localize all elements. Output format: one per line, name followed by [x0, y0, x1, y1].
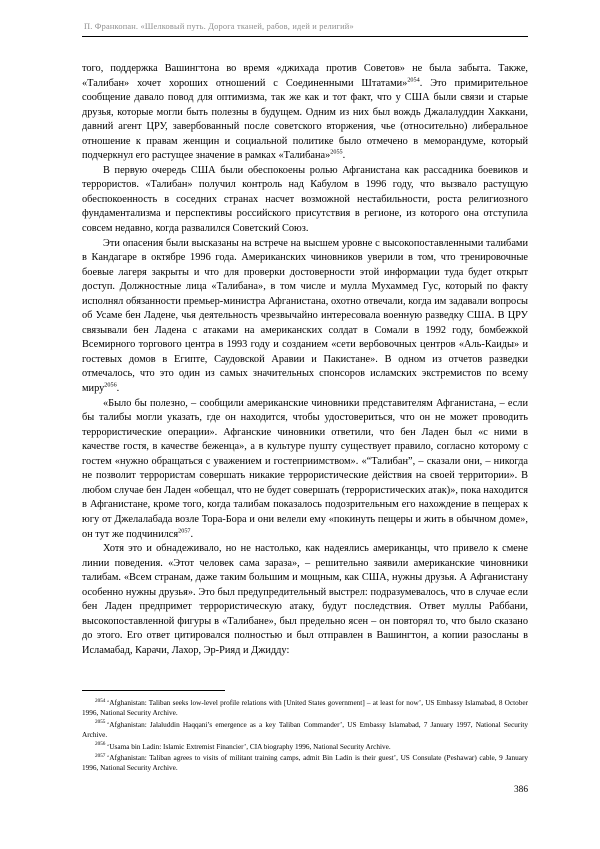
paragraph-1-text-a: того, поддержка Вашингтона во время «джихада против Советов» не была забыта. Также, «Талибан» хочет хороших отношений с Соединенными Штатами» — [82, 63, 528, 89]
paragraph-1-text-b: . Это примирительное сообщение давало повод для оптимизма, так же как и тот факт, что у США были связи и старые друзья, которые могли быть полезны в будущем. Одним из них был вождь Джалалуддин Хаккани, давний агент ЦРУ, завербованный после советского вторжения, чье (относительно) либеральное отношение к правам женщин и социальной политике было отмечено в меморандуме, который подчеркнул его растущее значение в рамках «Талибана» — [82, 77, 528, 162]
paragraph-4-text-a: «Было бы полезно, – сообщили американские чиновники представителям Афганистана, – если бы талибы могли указать, где он находится, чтобы удостовериться, что он не может проводить террористические операции». Афганские чиновники ответили, что бен Ладен был «с ними в качестве гостя, в качестве беженца», а в культуре пушту существует правило, согласно которому с гостем «нужно обращаться с уважением и гостеприимством». «“Талибан”, – сказали они, – никогда не позволит террористам совершать никакие террористические действия на своей территории». В любом случае бен Ладен «обещал, что не будет совершать (террористических атак)», пока находится в Афганистане, кроме того, когда талибам показалось подозрительным его нахождение в пещерах к югу от Джелалабада возле Тора-Бора и они велели ему «покинуть пещеры и жить в обычном доме», он тут же подчинился — [82, 397, 528, 540]
header-divider-rule — [82, 36, 528, 37]
footnote-text: ‘Afghanistan: Taliban seeks low-level profile relations with [United States government] – at least for now’, US Embassy Islamabad, 8 October 1996, National Security Archive. — [82, 699, 528, 718]
paragraph-1 — [82, 62, 528, 164]
footnote-item — [82, 742, 528, 752]
footnote-text: ‘Afghanistan: Jalaluddin Haqqani’s emergence as a key Taliban Commander’, US Embassy Islamabad, 7 January 1997, National Security Archive. — [82, 720, 528, 740]
paragraph-5-text: Хотя это и обнадеживало, но не настолько, как надеялись американцы, что привело к смене линии поведения. «Этот человек сама зараза», – решительно заявили американские чиновники талибам. «Всем странам, даже таким большим и мощным, как США, нужны друзья. А Афганистану особенно нужны друзья». Это был предупредительный выстрел: подразумевалось, что в случае если бен Ладен предпримет террористическую атаку, будут последствия. Ответ муллы Раббани, высокопоставленной фигуры в «Талибане», был предельно ясен – он повторял то, что было сказано до этого. Его ответ цитировался полностью и был отправлен в Вашингтон, а копии разосланы в Исламабад, Карачи, Лахор, Эр-Рияд и Джидду: — [82, 543, 528, 656]
footnote-number: 2056 — [95, 741, 106, 748]
footnote-text: ‘Usama bin Ladin: Islamic Extremist Financier’, CIA biography 1996, National Security Archive. — [106, 742, 391, 751]
footnote-ref-2055[interactable]: 2055 — [330, 148, 343, 156]
footnote-ref-2057[interactable]: 2057 — [178, 527, 191, 535]
paragraph-4-text-b: . — [190, 528, 194, 540]
footnote-item — [82, 753, 528, 774]
footnote-number: 2055 — [95, 719, 106, 726]
footnote-item — [82, 720, 528, 741]
page-number: 386 — [513, 785, 528, 795]
paragraph-3 — [82, 237, 528, 397]
footnote-ref-2056[interactable]: 2056 — [104, 381, 117, 389]
footnote-item — [82, 698, 528, 719]
running-header — [82, 22, 528, 37]
paragraph-4 — [82, 397, 528, 542]
footnote-number: 2054 — [95, 697, 106, 704]
paragraph-2 — [82, 164, 528, 237]
footnote-number: 2057 — [95, 752, 106, 759]
body-text-column — [82, 62, 528, 658]
footnotes-section — [82, 690, 528, 775]
paragraph-3-text-b: . — [116, 383, 120, 395]
paragraph-2-text: В первую очередь США были обеспокоены ролью Афганистана как рассадника боевиков и террористов. «Талибан» получил контроль над Кабулом в 1996 году, что вызвало растущую обеспокоенность в соседних странах насчет возможной нестабильности, роста религиозного фундаментализма и перспективы российского присутствия в регионе, из которого она отступила совсем недавно, когда развалился Советский Союз. — [82, 164, 528, 235]
running-header-title: П. Франкопан. «Шелковый путь. Дорога тканей, рабов, идей и религий» — [84, 22, 354, 31]
paragraph-5 — [82, 542, 528, 658]
footnote-text: ‘Afghanistan: Taliban agrees to visits of militant training camps, admit Bin Ladin is their guest’, US Consulate (Peshawar) cable, 9 January 1996, National Security Archive. — [82, 754, 528, 773]
footnote-ref-2054[interactable]: 2054 — [407, 76, 420, 84]
paragraph-3-text-a: Эти опасения были высказаны на встрече на высшем уровне с высокопоставленными талибами в Кандагаре в октябре 1996 года. Американских чиновников уверили в том, что тренировочные боевые лагеря закрыты и что для проверки достоверности этой информации туда будет открыт доступ. Должностные лица «Талибана», в том числе и мулла Мухаммед Гус, который по факту исполнял обязанности премьер-министра Афганистана, охотно отвечали, когда им задавали вопросы об Усаме бен Ладене, чья деятельность чрезвычайно интересовала военную разведку США. В ЦРУ связывали бен Ладена с атаками на американских солдат в Сомали в 1992 году, бомбежкой Всемирного торгового центра в 1993 году и созданием «сети вербовочных центров «Аль-Каиды» и гостевых домов в Египте, Саудовской Аравии и Пакистане». В одном из отчетов разведки отмечалось, что это один из самых значительных спонсоров исламских экстремистов по всему миру — [82, 237, 528, 395]
footnote-separator-rule — [82, 690, 225, 691]
paragraph-1-text-c: . — [342, 150, 346, 162]
